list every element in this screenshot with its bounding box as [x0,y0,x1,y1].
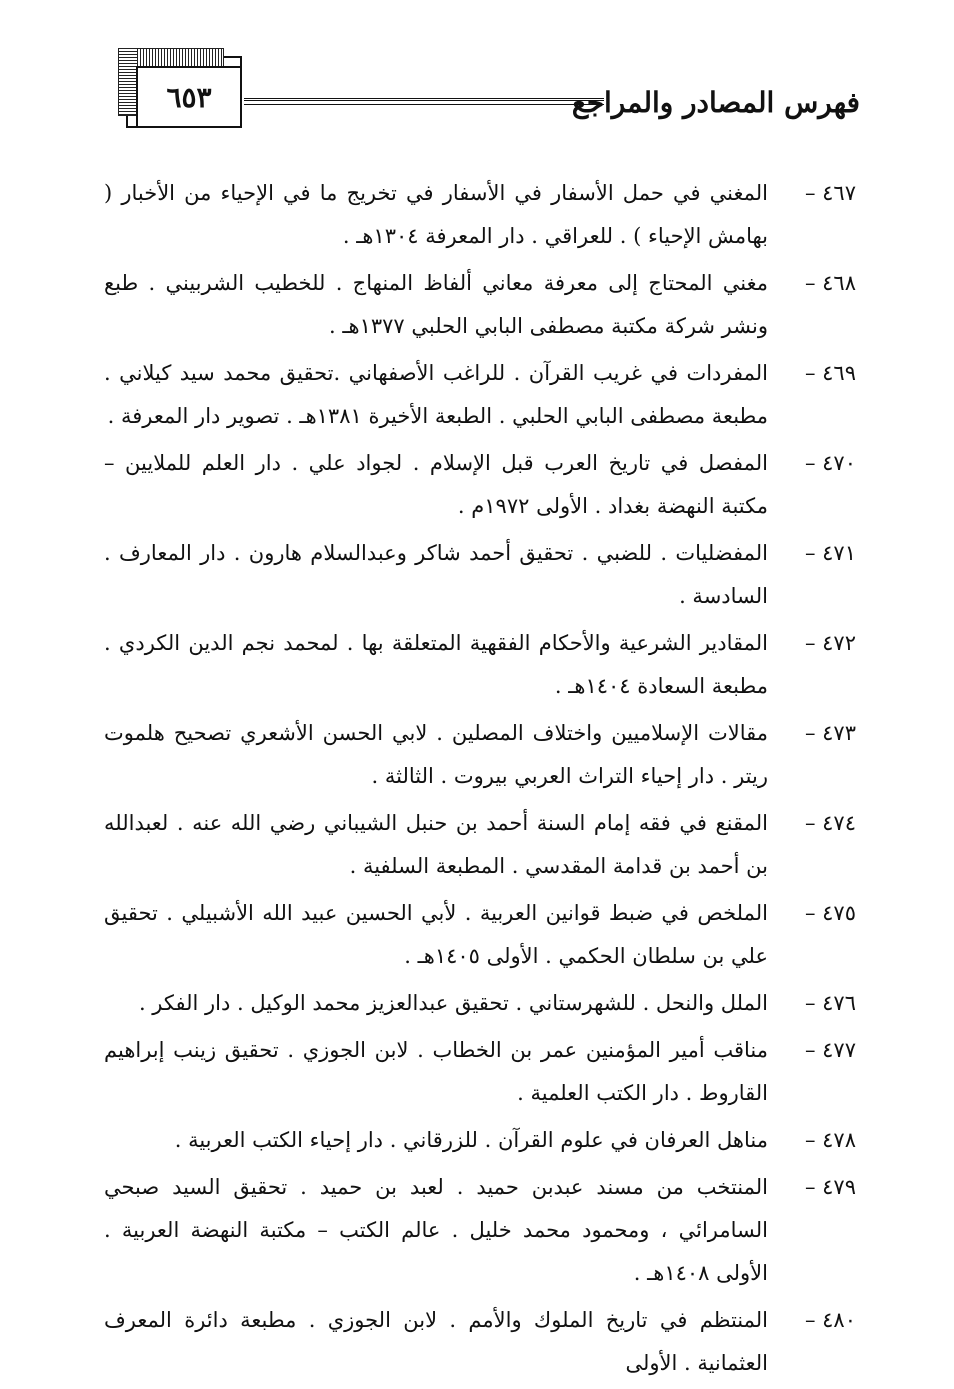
reference-entry [104,1029,856,1115]
entry-number: ٤٨٠ – [804,1308,856,1332]
entry-number: ٤٧٠ – [804,451,856,475]
entry-text: المفضليات . للضبي . تحقيق أحمد شاكر وعبدالسلام هارون . دار المعارف . السادسة . [104,541,768,608]
entry-text: المفصل في تاريخ العرب قبل الإسلام . لجواد علي . دار العلم للملايين – مكتبة النهضة بغداد . الأولى ١٩٧٢م . [104,451,768,518]
entry-text: المنتخب من مسند عبدبن حميد . لعبد بن حميد . تحقيق السيد صبحي السامرائي ، ومحمود محمد خليل . عالم الكتب – مكتبة النهضة العربية . الأولى ١٤٠٨هـ . [104,1175,768,1285]
header-rule [244,98,604,105]
reference-entry [104,1119,856,1162]
entry-text: مغني المحتاج إلى معرفة معاني ألفاظ المنهاج . للخطيب الشربيني . طبع ونشر شركة مكتبة مصطفى البابي الحلبي ١٣٧٧هـ . [104,271,768,338]
entry-number: ٤٧٦ – [804,991,856,1015]
page-header [108,56,860,146]
entry-number: ٤٧٨ – [804,1128,856,1152]
entry-number: ٤٧٧ – [804,1038,856,1062]
entry-number: ٤٧٣ – [804,721,856,745]
page-number: ٦٥٣ [136,66,240,126]
entry-text: مناهل العرفان في علوم القرآن . للزرقاني . دار إحياء الكتب العربية . [174,1128,768,1152]
reference-entry [104,352,856,438]
entry-text: المفردات في غريب القرآن . للراغب الأصفهاني .تحقيق محمد سيد كيلاني . مطبعة مصطفى البابي الحلبي . الطبعة الأخيرة ١٣٨١هـ . تصوير دار المعرفة . [104,361,768,428]
entry-text: المقنع في فقه إمام السنة أحمد بن حنبل الشيباني رضي الله عنه . لعبدالله بن أحمد بن قدامة المقدسي . المطبعة السلفية . [104,811,768,878]
entry-number: ٤٦٨ – [804,271,856,295]
entry-number: ٤٧٩ – [804,1175,856,1199]
reference-entry [104,802,856,888]
reference-entry [104,892,856,978]
reference-entry [104,442,856,528]
reference-entry [104,1299,856,1385]
entry-number: ٤٦٧ – [804,181,856,205]
entry-text: المغني في حمل الأسفار في الأسفار في تخريج ما في الإحياء من الأخبار ( بهامش الإحياء ) . للعراقي . دار المعرفة ١٣٠٤هـ . [104,181,768,248]
entry-text: الملل والنحل . للشهرستاني . تحقيق عبدالعزيز محمد الوكيل . دار الفكر . [138,991,768,1015]
reference-entry [104,172,856,258]
page-title: فهرس المصادر والمراجع [571,86,860,119]
reference-entry [104,712,856,798]
reference-entry [104,532,856,618]
entry-number: ٤٧١ – [804,541,856,565]
references-list [104,172,856,1389]
reference-entry [104,1166,856,1295]
entry-text: المقادير الشرعية والأحكام الفقهية المتعلقة بها . لمحمد نجم الدين الكردي . مطبعة السعادة ١٤٠٤هـ . [104,631,768,698]
entry-text: الملخص في ضبط قوانين العربية . لأبي الحسين عبيد الله الأشبيلي . تحقيق علي بن سلطان الحكمي . الأولى ١٤٠٥هـ . [104,901,768,968]
reference-entry [104,262,856,348]
reference-entry [104,982,856,1025]
page-number-frame [126,56,242,128]
reference-entry [104,622,856,708]
entry-text: المنتظم في تاريخ الملوك والأمم . لابن الجوزي . مطبعة دائرة المعرف العثمانية . الأولى [104,1308,768,1375]
entry-number: ٤٧٥ – [804,901,856,925]
entry-number: ٤٦٩ – [804,361,856,385]
entry-text: مقالات الإسلاميين واختلاف المصلين . لابي الحسن الأشعري تصحيح هلموت ريتر . دار إحياء التراث العربي بيروت . الثالثة . [104,721,768,788]
entry-number: ٤٧٤ – [804,811,856,835]
entry-number: ٤٧٢ – [804,631,856,655]
entry-text: مناقب أمير المؤمنين عمر بن الخطاب . لابن الجوزي . تحقيق زينب إبراهيم القاروط . دار الكتب العلمية . [104,1038,768,1105]
